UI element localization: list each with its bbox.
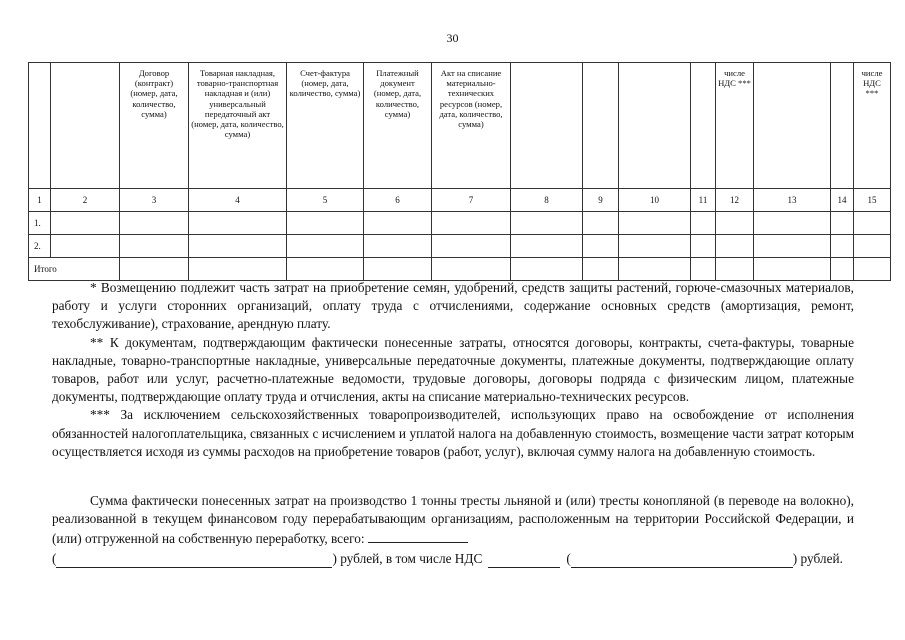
table-cell xyxy=(831,235,854,258)
header-cell: Счет-фактура (номер, дата, количество, сумма) xyxy=(287,63,364,189)
table-cell xyxy=(583,258,619,281)
table-cell xyxy=(691,258,716,281)
table-cell xyxy=(364,235,432,258)
table-cell xyxy=(364,258,432,281)
header-row xyxy=(29,63,891,189)
column-number: 8 xyxy=(511,189,583,212)
table-cell xyxy=(364,212,432,235)
table-cell xyxy=(189,212,287,235)
table-cell xyxy=(583,212,619,235)
table-cell xyxy=(432,212,511,235)
summary-sentence: Сумма фактически понесенных затрат на производство 1 тонны тресты льняной и (или) тресты конопляной (в переводе на волокно), реализованной в текущем финансовом году перерабатывающим организациям, расположенным на территории Российской Федерации, и (или) отгруженной на собственную переработку, всего: xyxy=(52,493,854,547)
table-cell xyxy=(716,235,754,258)
table-cell xyxy=(854,212,891,235)
table-cell xyxy=(51,212,120,235)
table-cell xyxy=(511,235,583,258)
table-cell xyxy=(51,235,120,258)
footnote-3: *** За исключением сельскохозяйственных товаропроизводителей, использующих право на освобождение от исполнения обязанностей налогоплательщика, связанных с исчислением и уплатой налога на добавленную стоимость, возмещение части затрат которым осуществляется исходя из суммы расходов на приобретение товаров (работ, услуг), включая сумму налога на добавленную стоимость. xyxy=(52,407,854,459)
column-number: 2 xyxy=(51,189,120,212)
header-cell xyxy=(29,63,51,189)
table-cell xyxy=(287,258,364,281)
table-cell xyxy=(120,258,189,281)
header-cell: Товарная накладная, товарно-транспортная накладная и (или) универсальный передаточный акт (номер, дата, количество, сумма) xyxy=(189,63,287,189)
table-cell xyxy=(432,235,511,258)
header-cell xyxy=(754,63,831,189)
column-number: 7 xyxy=(432,189,511,212)
row-label: 2. xyxy=(29,235,51,258)
column-number: 11 xyxy=(691,189,716,212)
column-number: 15 xyxy=(854,189,891,212)
table-cell xyxy=(831,212,854,235)
summary-amount-line xyxy=(52,550,854,568)
table-cell xyxy=(120,235,189,258)
header-cell xyxy=(511,63,583,189)
column-number: 10 xyxy=(619,189,691,212)
open-paren-2: ( xyxy=(566,550,571,566)
column-number-row xyxy=(29,189,891,212)
header-cell xyxy=(831,63,854,189)
total-label: Итого xyxy=(29,258,120,281)
vat-in-words-field[interactable] xyxy=(571,553,793,568)
vat-amount-field[interactable] xyxy=(488,553,560,568)
footnote-1: * Возмещению подлежит часть затрат на приобретение семян, удобрений, средств защиты растений, горюче-смазочных материалов, работу и услуги сторонних организаций, оплату труда с отчислениями, содержание основных средств (амортизация, ремонт, техобслуживание), страхование, арендную плату. xyxy=(52,280,854,332)
header-cell: Платежный документ (номер, дата, количество, сумма) xyxy=(364,63,432,189)
footnotes xyxy=(52,279,854,461)
header-cell xyxy=(51,63,120,189)
amount-in-words-field[interactable] xyxy=(56,553,332,568)
table-row xyxy=(29,235,891,258)
column-number: 6 xyxy=(364,189,432,212)
column-number: 1 xyxy=(29,189,51,212)
header-cell: числе НДС *** xyxy=(854,63,891,189)
column-number: 5 xyxy=(287,189,364,212)
table-cell xyxy=(619,212,691,235)
footnote-2: ** К документам, подтверждающим фактически понесенные затраты, относятся договоры, контракты, счета-фактуры, товарные накладные, товарно-транспортные накладные, универсальные передаточные документы, платежные документы, подтверждающие оплату товаров, работ или услуг, расчетно-платежные ведомости, трудовые договоры, договоры подряда с физическим лицом, платежные документы, подтверждающие оплату труда и отчисления, акты на списание материально-технических ресурсов. xyxy=(52,334,854,405)
open-paren: ( xyxy=(52,550,57,566)
table-cell xyxy=(854,258,891,281)
column-number: 14 xyxy=(831,189,854,212)
table-cell xyxy=(583,235,619,258)
table-cell xyxy=(619,235,691,258)
table-cell xyxy=(287,212,364,235)
header-cell xyxy=(583,63,619,189)
table-cell xyxy=(511,212,583,235)
row-label: 1. xyxy=(29,212,51,235)
table-cell xyxy=(831,258,854,281)
header-cell: Акт на списание материально-технических ресурсов (номер, дата, количество, сумма) xyxy=(432,63,511,189)
page-number: 30 xyxy=(446,31,459,45)
column-number: 13 xyxy=(754,189,831,212)
expense-documents-table xyxy=(28,62,891,281)
table-cell xyxy=(511,258,583,281)
table-cell xyxy=(691,212,716,235)
header-cell: числе НДС *** xyxy=(716,63,754,189)
table-cell xyxy=(432,258,511,281)
summary-text xyxy=(52,492,854,549)
table-cell xyxy=(716,212,754,235)
table-cell xyxy=(691,235,716,258)
header-cell xyxy=(619,63,691,189)
column-number: 9 xyxy=(583,189,619,212)
table-cell xyxy=(754,235,831,258)
table-cell xyxy=(716,258,754,281)
table-row xyxy=(29,212,891,235)
table-cell xyxy=(754,258,831,281)
column-number: 12 xyxy=(716,189,754,212)
table-cell xyxy=(854,235,891,258)
table-cell xyxy=(189,235,287,258)
column-number: 3 xyxy=(120,189,189,212)
rub-vat-text: ) рублей, в том числе НДС xyxy=(332,550,483,566)
header-cell: Договор (контракт) (номер, дата, количество, сумма) xyxy=(120,63,189,189)
table-cell xyxy=(120,212,189,235)
table-cell xyxy=(619,258,691,281)
header-cell xyxy=(691,63,716,189)
table-cell xyxy=(287,235,364,258)
table-cell xyxy=(754,212,831,235)
summary-block xyxy=(52,492,854,568)
end-text: ) рублей. xyxy=(792,550,843,566)
column-number: 4 xyxy=(189,189,287,212)
total-amount-field[interactable] xyxy=(368,528,468,543)
total-row xyxy=(29,258,891,281)
table-cell xyxy=(189,258,287,281)
